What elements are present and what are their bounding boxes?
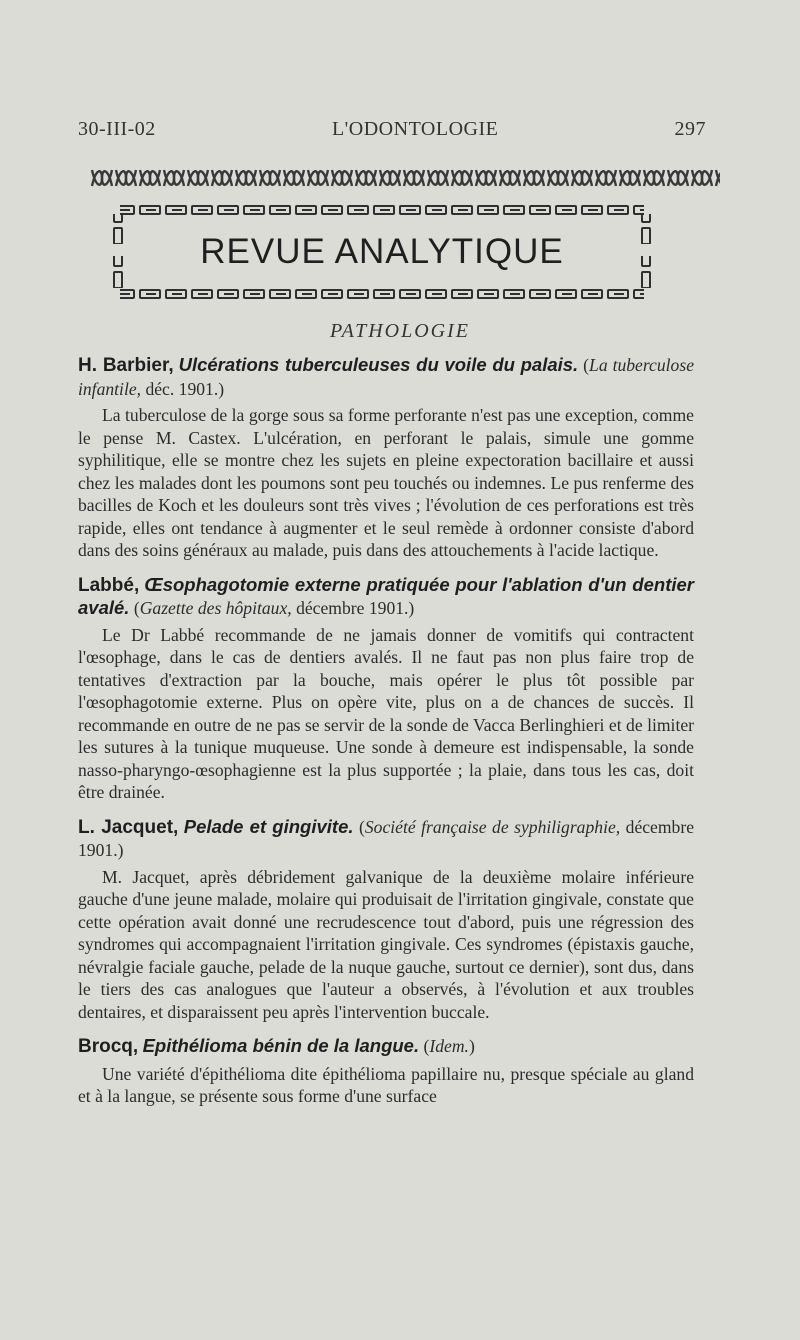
section-heading: PATHOLOGIE [329,320,470,342]
entry-title: Pelade et gingivite. [183,815,354,837]
source-date: décembre 1901.) [296,598,415,618]
entry-text: M. Jacquet, après débridement galvanique de la deuxième molaire inférieure gauche d'une jeune malade, molaire qui produisait de l'irritation gingivale, constate que cette opération avait donné une recrudescence tout d'abord, puis une régression des syndromes qui accompagnaient l'irritation gingivale. Ces syndromes (épistaxis gauche, névralgie faciale gauche, pelade de la nuque gauche, surtout ce dernier), sont dus, dans le tiers des cas analogues que l'auteur a observés, à l'évolution et aux troubles dentaires, et disparaissent peu après l'intervention buccale. [78,866,694,1022]
source-date: ) [468,1036,475,1056]
entry-heading [78,1035,694,1059]
entry-author: L. Jacquet, [78,816,179,838]
entry-heading [78,816,694,862]
entry-source: Gazette des hôpitaux, [139,598,292,618]
entry-author: Brocq, [78,1036,139,1057]
entry-title: Ulcérations tuberculeuses du voile du palais. [178,354,579,375]
issue-date: 30-III-02 [78,118,156,140]
entry-text: Une variété d'épithélioma dite épithélioma papillaire nu, presque spéciale au gland et à la langue, se présente sous forme d'une surface [78,1063,694,1106]
review-entry [78,574,694,804]
entry-author: Labbé, [78,574,140,596]
entry-heading [78,574,694,620]
decorative-border-ornament [90,160,720,196]
entry-text: La tuberculose de la gorge sous sa forme perforante n'est pas une exception, comme le pense M. Castex. L'ulcération, en perforant le palais, simule une gomme syphilitique, elle se montre chez les sujets en pleine expectoration bacillaire et aussi chez les malades dont les poumons sont peu touchés ou indemnes. Le pus renferme des bacilles de Koch et les douleurs sont très vives ; l'évolution de ces perforations est très rapide, elles ont tendance à augmenter et le seul remède à ordonner consiste d'abord dans des soins généraux au malade, puis dans des attouchements à l'acide lactique. [78,405,694,560]
source-open: ( [583,355,590,375]
entry-title: Œsophagotomie externe pratiquée pour l'ablation d'un dentier avalé. [78,573,694,618]
source-open: ( [133,598,140,618]
entry-text: Le Dr Labbé recommande de ne jamais donner de vomitifs qui contractent l'œsophage, dans le cas de dentiers avalés. Il ne faut pas non plus faire trop de tentatives d'extraction par la bouche, mais opérer le plus tôt possible par l'œsophagotomie externe. Plus on opère vite, plus on a de chances de succès. Il recommande en outre de ne pas se servir de la sonde de Vacca Berlinghieri et de limiter les sutures à la tunique muqueuse. Une sonde à demeure est indispensable, la sonde nasso-pharyngo-œsophagienne est la plus supportée ; la plaie, dans tous les cas, doit être drainée. [78,624,694,802]
review-entry [78,354,694,562]
banner-title: REVUE ANALYTIQUE [200,232,564,271]
page-number: 297 [674,118,706,140]
source-date: décembre 1901.) [78,816,695,860]
entry-heading [78,354,694,400]
review-entry [78,1035,694,1108]
running-head [78,118,706,141]
review-entry [78,816,694,1024]
article-body [78,354,694,1120]
source-open: ( [358,816,365,837]
entry-source: Idem. [429,1036,469,1056]
entry-title: Epithélioma bénin de la langue. [142,1035,420,1056]
journal-name: L'ODONTOLOGIE [331,118,499,140]
source-date: déc. 1901.) [145,378,225,399]
source-open: ( [423,1036,430,1056]
entry-source: Société française de syphiligraphie, [364,816,621,837]
entry-author: H. Barbier, [78,355,174,376]
entry-source: La tuberculose infantile, [78,355,694,399]
